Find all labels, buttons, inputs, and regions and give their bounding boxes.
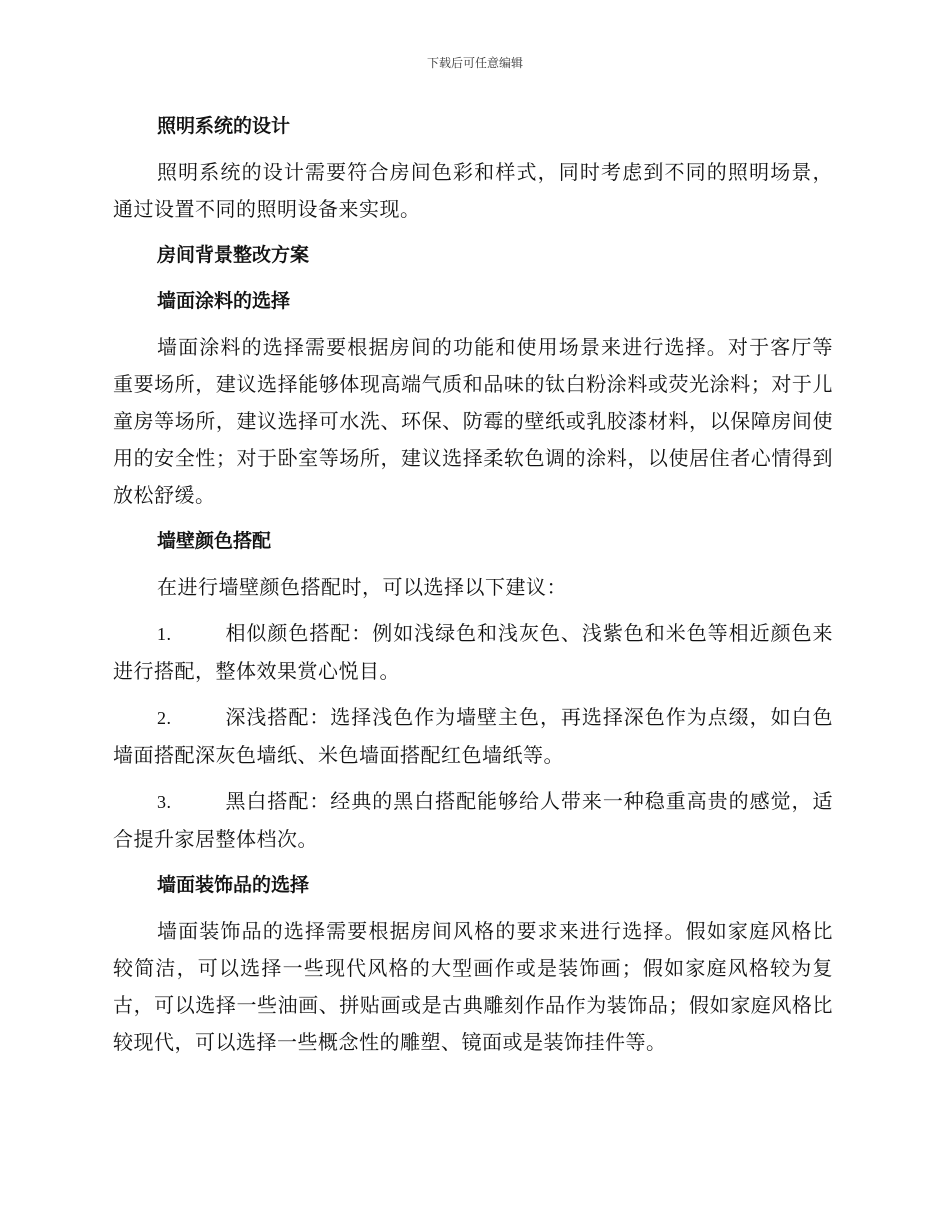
document-body [113,108,833,1070]
paragraph-paint: 墙面涂料的选择需要根据房间的功能和使用场景来进行选择。对于客厅等重要场所，建议选择能够体现高端气质和品味的钛白粉涂料或荧光涂料；对于儿童房等场所，建议选择可水洗、环保、防霉的壁纸或乳胶漆材料，以保障房间使用的安全性；对于卧室等场所，建议选择柔软色调的涂料，以使居住者心情得到放松舒缓。 [113,335,833,507]
list-number: 3. [157,792,172,812]
section-heading-color: 墙壁颜色搭配 [157,530,272,552]
list-item-text: 黑白搭配：经典的黑白搭配能够给人带来一种稳重高贵的感觉，适合提升家居整体档次。 [113,789,833,851]
paragraph-lighting: 照明系统的设计需要符合房间色彩和样式，同时考虑到不同的照明场景，通过设置不同的照明设备来实现。 [113,160,833,221]
list-number: 1. [157,624,172,644]
section-heading-lighting: 照明系统的设计 [157,115,291,137]
list-item-text: 深浅搭配：选择浅色作为墙壁主色，再选择深色作为点缀，如白色墙面搭配深灰色墙纸、米色墙面搭配红色墙纸等。 [113,705,833,767]
list-number: 2. [157,708,172,728]
list-item-color-2 [113,699,833,774]
section-heading-decor: 墙面装饰品的选择 [157,874,310,896]
page-header-note: 下载后可任意编辑 [426,56,523,70]
paragraph-color-intro: 在进行墙壁颜色搭配时，可以选择以下建议： [157,575,567,599]
section-heading-background: 房间背景整改方案 [157,244,310,266]
paragraph-decor: 墙面装饰品的选择需要根据房间风格的要求来进行选择。假如家庭风格比较简洁，可以选择一些现代风格的大型画作或是装饰画；假如家庭风格较为复古，可以选择一些油画、拼贴画或是古典雕刻作品作为装饰品；假如家庭风格比较现代，可以选择一些概念性的雕塑、镜面或是装饰挂件等。 [113,919,833,1054]
list-item-text: 相似颜色搭配：例如浅绿色和浅灰色、浅紫色和米色等相近颜色来进行搭配，整体效果赏心悦目。 [113,621,833,683]
section-heading-paint: 墙面涂料的选择 [157,290,291,312]
list-item-color-1 [113,615,833,690]
list-item-color-3 [113,783,833,858]
